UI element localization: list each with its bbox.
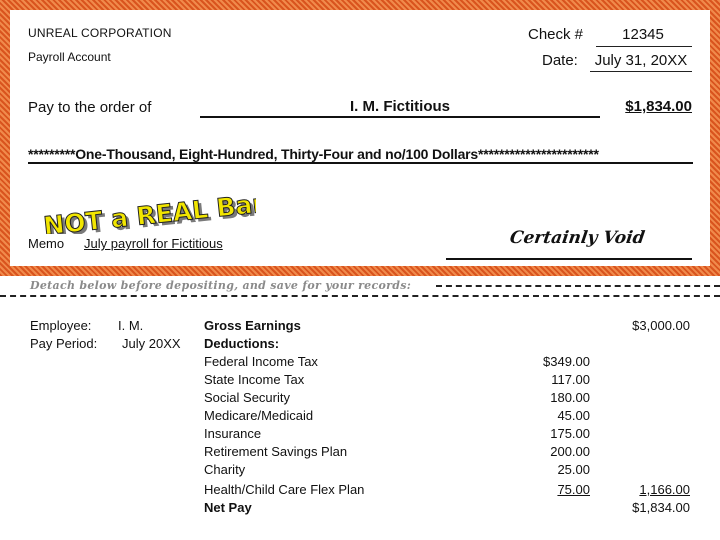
- deduction-label: Social Security: [204, 390, 290, 405]
- net-pay-value: $1,834.00: [632, 500, 690, 515]
- company-name: UNREAL CORPORATION: [28, 26, 172, 40]
- date-line: [590, 71, 692, 72]
- bank-logo-shadow: NOT a REAL Bank: [45, 189, 256, 234]
- gross-earnings-value: $3,000.00: [632, 318, 690, 333]
- amount-in-words: *********One-Thousand, Eight-Hundred, Thirty-Four and no/100 Dollars***********************: [28, 146, 599, 162]
- deduction-amount: 175.00: [550, 426, 590, 441]
- deduction-amount: 117.00: [551, 372, 590, 387]
- deduction-amount: 25.00: [557, 462, 590, 477]
- deductions-label: Deductions:: [204, 336, 280, 351]
- employee-label: Employee:: [30, 318, 92, 333]
- deduction-amount: 75.00: [557, 482, 590, 497]
- date-value: July 31, 20XX: [594, 52, 688, 69]
- pay-to-label: Pay to the order of: [28, 99, 152, 116]
- deduction-label: State Income Tax: [204, 372, 305, 387]
- bank-logo-text: NOT a REAL Bank: [42, 186, 256, 234]
- deduction-label: Medicare/Medicaid: [204, 408, 314, 423]
- detach-instructions: Detach below before depositing, and save for your records:: [30, 279, 412, 292]
- employee-value: I. M.: [118, 318, 144, 333]
- bank-logo: [36, 178, 256, 239]
- deduction-amount: 200.00: [550, 444, 590, 459]
- detach-dash: [0, 295, 720, 297]
- deduction-amount: 180.00: [550, 390, 590, 405]
- payee-name: I. M. Fictitious: [350, 98, 450, 115]
- deduction-label: Federal Income Tax: [204, 354, 318, 369]
- check-number-line: [596, 46, 692, 47]
- signature: Certainly Void: [508, 228, 646, 248]
- pay-period-label: Pay Period:: [30, 336, 98, 351]
- signature-line: [446, 258, 692, 260]
- gross-earnings-label: Gross Earnings: [204, 318, 301, 333]
- detach-line: [0, 276, 720, 296]
- account-name: Payroll Account: [28, 50, 111, 64]
- deduction-label: Retirement Savings Plan: [204, 444, 348, 459]
- deduction-amount: $349.00: [543, 354, 590, 369]
- payee-line: [200, 116, 600, 118]
- date-label: Date:: [542, 52, 578, 69]
- memo-value: July payroll for Fictitious: [84, 236, 223, 251]
- net-pay-label: Net Pay: [204, 500, 252, 515]
- bank-logo-image: [36, 178, 256, 234]
- deduction-amount: 45.00: [557, 408, 590, 423]
- deduction-label: Health/Child Care Flex Plan: [204, 482, 365, 497]
- check-amount: $1,834.00: [625, 98, 692, 115]
- check-number: 12345: [622, 26, 664, 43]
- pay-stub: [0, 300, 720, 540]
- memo-label: Memo: [28, 236, 65, 251]
- check-body: [10, 10, 710, 266]
- pay-period-value: July 20XX: [122, 336, 181, 351]
- check-number-label: Check #: [528, 26, 584, 43]
- detach-dash-upper: [436, 285, 720, 287]
- amount-words-line: [28, 162, 693, 164]
- deduction-label: Charity: [204, 462, 246, 477]
- deduction-label: Insurance: [204, 426, 262, 441]
- deductions-total: 1,166.00: [639, 482, 690, 497]
